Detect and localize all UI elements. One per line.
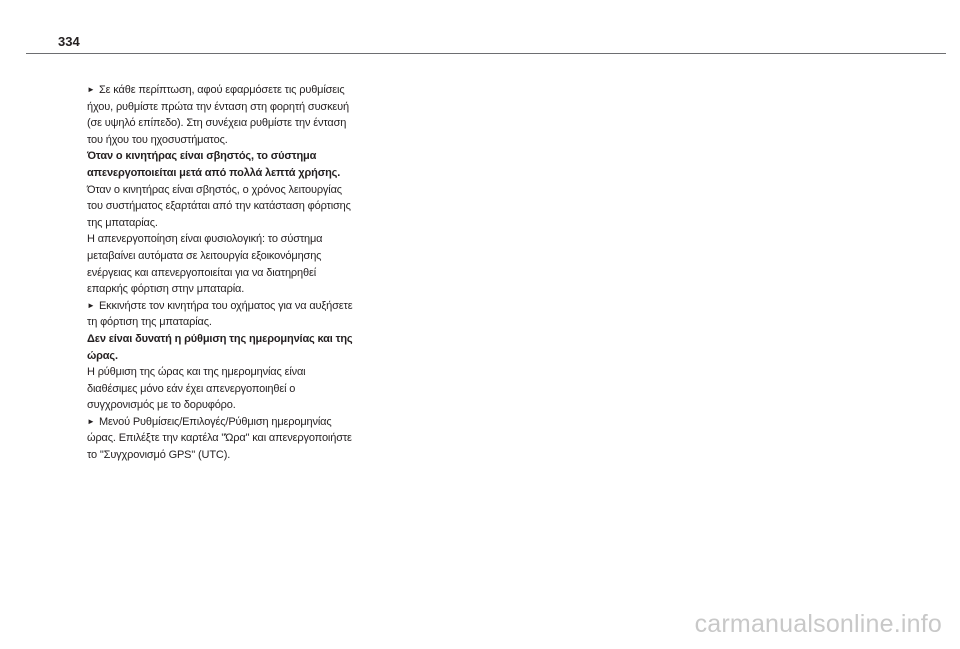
header-rule	[26, 53, 946, 54]
paragraph-text: Εκκινήστε τον κινητήρα του οχήματος για να αυξήσετε τη φόρτιση της μπαταρίας.	[87, 299, 353, 329]
paragraph-date-time: Η ρύθμιση της ώρας και της ημερομηνίας είναι διαθέσιμες μόνο εάν έχει απενεργοποιηθεί ο συγχρονισμός με το δορυφόρο.	[87, 366, 306, 412]
bullet-arrow-icon: ►	[87, 416, 95, 426]
paragraph-power-saving: Η απενεργοποίηση είναι φυσιολογική: το σύστημα μεταβαίνει αυτόματα σε λειτουργία εξοικονόμησης ενέργειας και απενεργοποιείται για να διατηρηθεί επαρκής φόρτιση στην μπαταρία.	[87, 233, 323, 296]
bullet-paragraph-menu	[87, 414, 357, 464]
page-content	[87, 82, 357, 464]
bullet-paragraph-start-engine	[87, 298, 357, 331]
bullet-paragraph-volume	[87, 82, 357, 148]
paragraph-text: Σε κάθε περίπτωση, αφού εφαρμόσετε τις ρυθμίσεις ήχου, ρυθμίστε πρώτα την ένταση στη φορητή συσκευή (σε υψηλό επίπεδο). Στη συνέχεια ρυθμίστε την ένταση του ήχου του ηχοσυστήματος.	[87, 84, 350, 146]
heading-date-time: Δεν είναι δυνατή η ρύθμιση της ημερομηνίας και της ώρας.	[87, 332, 353, 362]
watermark: carmanualsonline.info	[694, 610, 942, 638]
bullet-arrow-icon: ►	[87, 85, 95, 94]
paragraph-engine-off: Όταν ο κινητήρας είναι σβηστός, ο χρόνος λειτουργίας του συστήματος εξαρτάται από την κατάσταση φόρτισης της μπαταρίας.	[87, 183, 351, 229]
paragraph-text: Μενού Ρυθμίσεις/Επιλογές/Ρύθμιση ημερομηνίας ώρας. Επιλέξτε την καρτέλα "Ώρα" και απενεργοποιήστε το "Συγχρονισμό GPS" (UTC).	[87, 415, 352, 462]
page-number: 334	[58, 34, 80, 49]
heading-engine-off: Όταν ο κινητήρας είναι σβηστός, το σύστημα απενεργοποιείται μετά από πολλά λεπτά χρήσης.	[87, 150, 341, 179]
bullet-arrow-icon: ►	[87, 300, 95, 310]
